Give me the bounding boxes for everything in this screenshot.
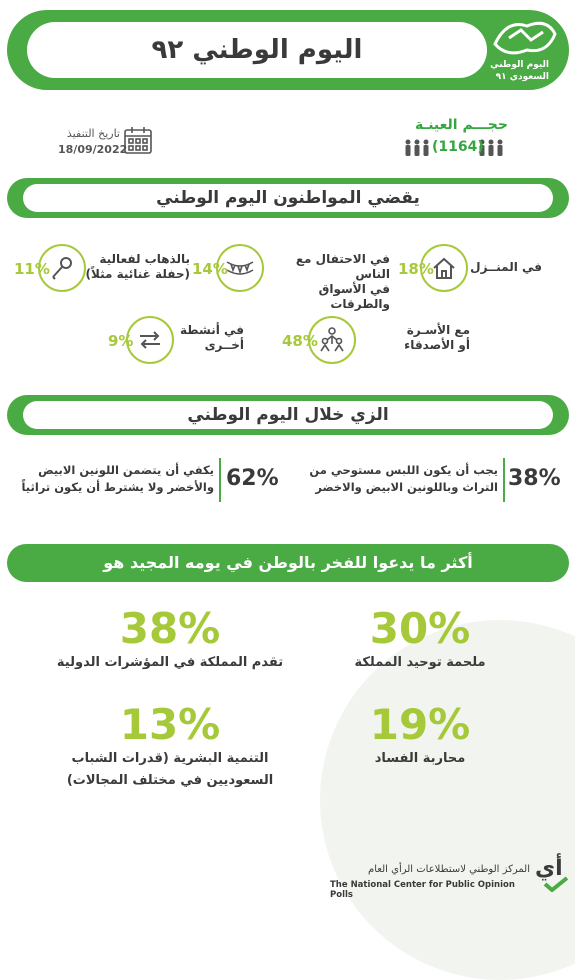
pride-unification-label: ملحمة توحيد المملكة — [354, 655, 486, 670]
sample-size-value: (1164) — [432, 139, 484, 155]
category-event-label: بالذهاب لفعالية (حفلة غنائية مثلاً) — [85, 252, 190, 281]
national-day-logo — [487, 14, 562, 86]
pride-international-pct: 38% — [119, 604, 221, 653]
sample-size-label: حجـــم العينـة — [414, 117, 508, 133]
section2-banner — [7, 395, 569, 435]
attire-colors-pct: 62% — [226, 466, 279, 491]
category-other-label: في أنشطة أخــرى — [180, 323, 244, 352]
header-banner — [7, 10, 569, 90]
attire-traditional-text: يجب أن يكون اللبس مستوحي من التراث وباللونين الابيض والاخضر — [309, 463, 498, 494]
section1-banner — [7, 178, 569, 218]
attire-divider — [219, 458, 221, 502]
pride-unification-pct: 30% — [369, 604, 471, 653]
date-label: تاريخ التنفيذ — [66, 127, 120, 140]
section3-title: أكثر ما يدعوا للفخر بالوطن في يومه المجيد هو — [103, 553, 473, 572]
pride-international-label: تقدم المملكة في المؤشرات الدولية — [56, 655, 284, 670]
date-value: 18/09/2022 — [58, 143, 128, 156]
page-title: اليوم الوطني ٩٢ — [151, 35, 363, 65]
attire-divider — [503, 458, 505, 502]
calendar-icon — [123, 125, 153, 159]
logo-caption-2: السعودي ٩١ — [495, 72, 549, 82]
category-home-label: في المنــزل — [470, 260, 542, 274]
poll-center-logo — [535, 856, 571, 894]
attire-traditional-pct: 38% — [508, 466, 561, 491]
footer-logo-text: أي — [535, 856, 563, 881]
section1-title: يقضي المواطنون اليوم الوطني — [156, 188, 420, 208]
pride-anticorruption-pct: 19% — [369, 700, 471, 749]
people-icon — [404, 139, 434, 161]
category-family-pct: 48% — [282, 332, 318, 350]
category-home-pct: 18% — [398, 260, 434, 278]
category-family-label: مع الأسـرة أو الأصدقاء — [404, 323, 470, 352]
background-circle — [320, 620, 575, 980]
pride-human-dev-pct: 13% — [119, 700, 221, 749]
footer-org-ar: المركز الوطني لاستطلاعات الرأي العام — [368, 864, 530, 875]
pride-anticorruption-label: محاربة الفساد — [374, 751, 466, 766]
attire-colors-text: يكفي أن يتضمن اللونين الابيض والأخضر ولا يشترط أن يكون تراثياً — [21, 463, 214, 494]
footer-org-en: The National Center for Public Opinion Polls — [330, 880, 515, 900]
category-event-pct: 11% — [14, 260, 50, 278]
category-celebration-pct: 14% — [192, 260, 228, 278]
section3-banner — [7, 544, 569, 582]
pride-human-dev-label: التنمية البشرية (قدرات الشباب السعوديين في مختلف المجالات) — [66, 751, 274, 788]
logo-caption-1: اليوم الوطني — [490, 60, 549, 70]
section2-title: الزي خلال اليوم الوطني — [187, 405, 389, 425]
category-celebration-label: في الاحتفال مع الناس في الأسواق والطرقات — [295, 252, 390, 311]
category-other-pct: 9% — [108, 332, 134, 350]
